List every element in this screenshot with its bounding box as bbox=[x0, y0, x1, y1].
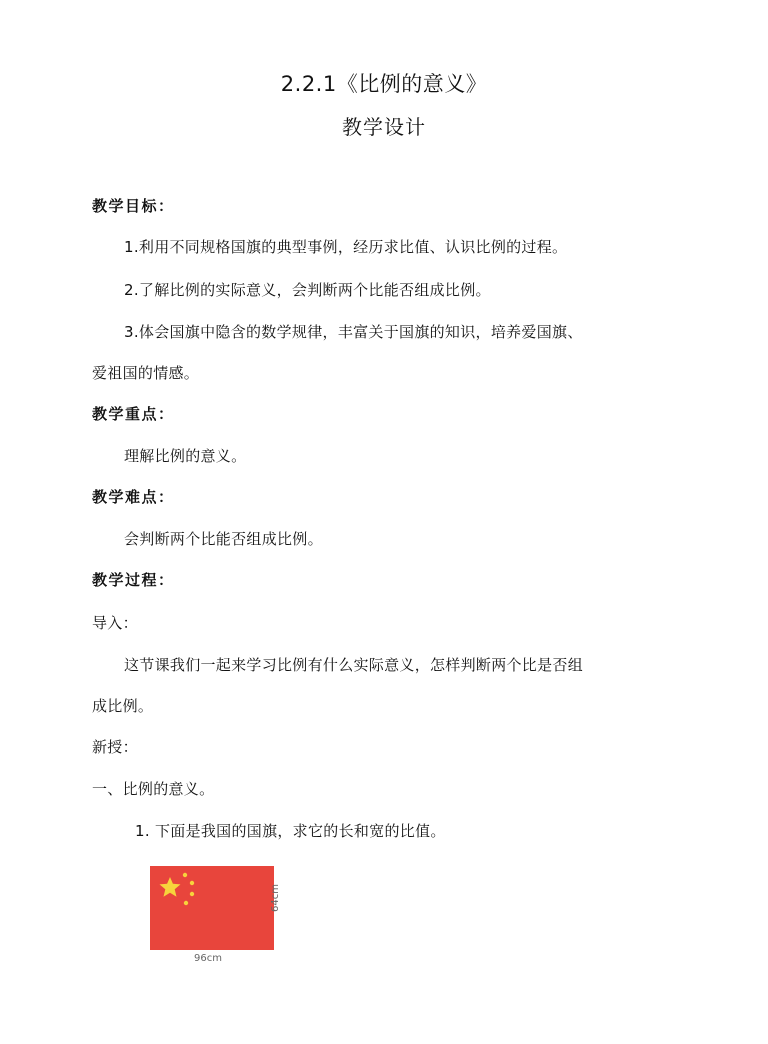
intro-heading: 导入： bbox=[92, 614, 138, 632]
intro-line-1: 这节课我们一起来学习比例有什么实际意义，怎样判断两个比是否组 bbox=[124, 656, 584, 674]
new-lesson-heading: 新授： bbox=[92, 738, 138, 756]
question-1: 1. 下面是我国的国旗，求它的长和宽的比值。 bbox=[135, 822, 446, 840]
flag-field bbox=[150, 866, 274, 950]
part-1-heading: 一、比例的意义。 bbox=[92, 780, 215, 798]
flag-figure bbox=[150, 866, 310, 970]
small-star-icon bbox=[190, 892, 194, 896]
document-title: 2.2.1《比例的意义》 bbox=[280, 72, 488, 96]
goal-2: 2.了解比例的实际意义，会判断两个比能否组成比例。 bbox=[124, 281, 491, 299]
key-point-text: 理解比例的意义。 bbox=[124, 447, 247, 465]
small-star-icon bbox=[184, 901, 188, 905]
process-heading: 教学过程： bbox=[92, 571, 175, 589]
intro-line-2: 成比例。 bbox=[92, 697, 154, 715]
small-star-icon bbox=[183, 873, 187, 877]
goal-1: 1.利用不同规格国旗的典型事例，经历求比值、认识比例的过程。 bbox=[124, 238, 568, 256]
key-point-heading: 教学重点： bbox=[92, 405, 175, 423]
small-star-icon bbox=[190, 881, 194, 885]
document-subtitle: 教学设计 bbox=[342, 115, 426, 139]
flag-width-label: 96cm bbox=[194, 953, 222, 964]
goals-heading: 教学目标： bbox=[92, 197, 175, 215]
flag-height-label: 64cm bbox=[270, 884, 281, 912]
goal-3-line-1: 3.体会国旗中隐含的数学规律，丰富关于国旗的知识，培养爱国旗、 bbox=[124, 323, 583, 341]
difficulty-text: 会判断两个比能否组成比例。 bbox=[124, 530, 323, 548]
difficulty-heading: 教学难点： bbox=[92, 488, 175, 506]
goal-3-line-2: 爱祖国的情感。 bbox=[92, 364, 200, 382]
china-flag-image bbox=[150, 866, 310, 966]
